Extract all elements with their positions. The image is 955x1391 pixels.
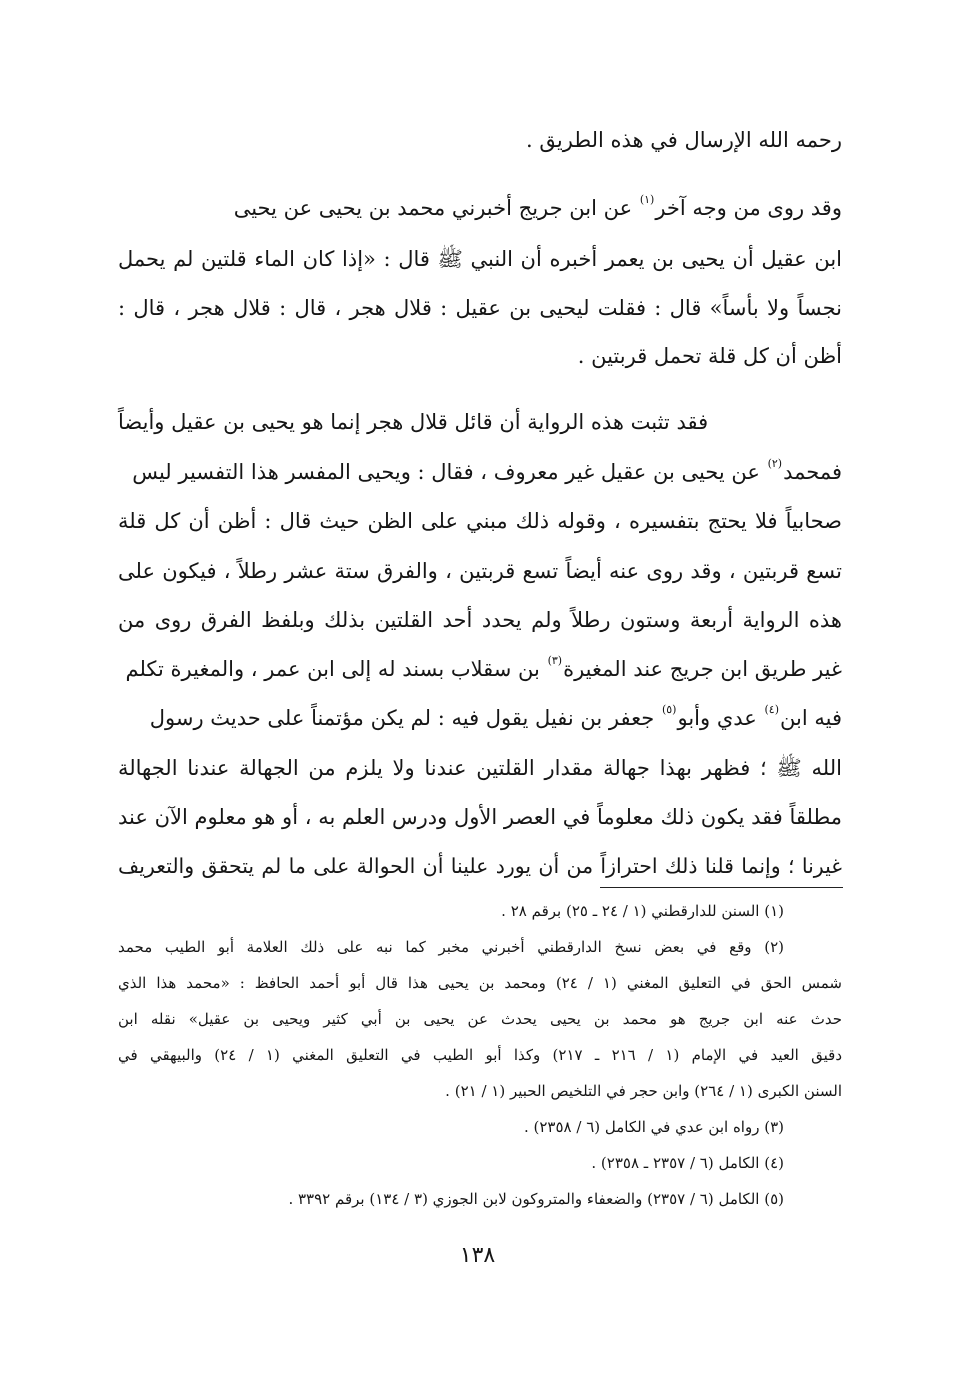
text-line-7: فمحمد$^{(٢)}$ عن يحيى بن عقيل غير معروف ، فقال : ويحيى المفسر هذا التفسير ليس (132, 457, 842, 484)
footnote-ref-5[interactable]: (٥) (661, 703, 677, 716)
footnote-separator (600, 887, 843, 888)
footnote-2-line-5: السنن الكبرى (١ / ٢٦٤) وابن حجر في التلخيص الحبير (١ / ٢١) . (445, 1082, 842, 1100)
text-line-5: أظن أن كل قلة تحمل قربتين . (577, 344, 842, 368)
footnote-2-line-1: (٢) وقع في بعض نسخ الدارقطني أخبرني مخبر كما نبه على ذلك العلامة أبو الطيب محمد (118, 938, 784, 956)
text-line-11: غير طريق ابن جريج عند المغيرة$^{(٣)}$ بن سقلاب بسند له إلى ابن عمر ، والمغيرة تكلم (125, 654, 842, 681)
text-line-10: هذه الرواية أربعة وستون رطلاً ولم يحدد أحد القلتين بذلك وبلفظ الفرق روى من (118, 608, 842, 632)
footnote-ref-1[interactable]: (١) (639, 193, 655, 206)
page-number: ١٣٨ (459, 1243, 496, 1268)
footnote-3: (٣) رواه ابن عدي في الكامل (٦ / ٢٣٥٨) . (523, 1118, 784, 1136)
text-line-9: تسع قربتين ، وقد روى عنه أيضاً تسع قربتين ، والفرق ستة عشر رطلاً ، فيكون على (118, 559, 842, 583)
text-line-15: غيرنا ؛ وإنما قلنا ذلك احترازاً من أن يورد علينا أن الحوالة على ما لم يتحقق والتعريف (118, 854, 842, 878)
footnote-2-line-3: حدث عنه ابن جريج هو محمد بن يحيى يحدث عن يحيى بن أبي كثير ويحيى بن عقيل» نقله ابن (118, 1010, 842, 1028)
footnote-ref-2[interactable]: (٢) (767, 457, 783, 470)
text-line-4: نجساً ولا بأساً» قال : فقلت ليحيى بن عقيل : قلال هجر ، قال : قلال هجر ، قال : (118, 296, 842, 320)
footnote-5: (٥) الكامل (٦ / ٢٣٥٧) والضعفاء والمتروكون لابن الجوزي (٣ / ١٣٤) برقم ٣٣٩٢ . (288, 1190, 784, 1208)
text-line-2: وقد روى من وجه آخر$^{(١)}$ عن ابن جريج أخبرني محمد بن يحيى عن يحيى (233, 193, 842, 220)
text-line-8: صحابياً فلا يحتج بتفسيره ، وقوله ذلك مبني على الظن حيث قال : أظن أن كل قلة (118, 509, 842, 533)
text-line-3: ابن عقيل أن يحيى بن يعمر أخبره أن النبي ﷺ قال : «إذا كان الماء قلتين لم يحمل (118, 247, 842, 271)
footnote-2-line-2: شمس الحق في التعليق المغني (١ / ٢٤) ومحمد بن يحيى هذا قال أبو أحمد الحافظ : «محمد هذا الذي (118, 974, 842, 992)
footnote-4: (٤) الكامل (٦ / ٢٣٥٧ ـ ٢٣٥٨) . (591, 1154, 784, 1172)
footnote-1: (١) السنن للدارقطني (١ / ٢٤ ـ ٢٥) برقم ٢٨ . (501, 902, 784, 920)
footnote-ref-4[interactable]: (٤) (764, 703, 780, 716)
text-line-1: رحمه الله الإرسال في هذه الطريق . (526, 128, 842, 152)
text-line-12: فيه ابن$^{(٤)}$ عدي وأبو$^{(٥)}$ جعفر بن نفيل يقول فيه : لم يكن مؤتمناً على حديث رسول (149, 703, 842, 730)
text-line-13: الله ﷺ ؛ فظهر بهذا جهالة مقدار القلتين عندنا ولا يلزم من الجهالة عندنا الجهالة (118, 756, 842, 780)
footnote-ref-3[interactable]: (٣) (547, 654, 563, 667)
text-line-14: مطلقاً فقد يكون ذلك معلوماً في العصر الأول ودرس العلم به ، أو هو معلوم الآن عند (118, 805, 842, 829)
footnote-2-line-4: دقيق العيد في الإمام (١ / ٢١٦ ـ ٢١٧) وكذا أبو الطيب في التعليق المغني (١ / ٢٤) والبيهقي في (118, 1046, 843, 1064)
text-line-6: فقد تثبت هذه الرواية أن قائل قلال هجر إنما هو يحيى بن عقيل وأيضاً (118, 410, 709, 434)
